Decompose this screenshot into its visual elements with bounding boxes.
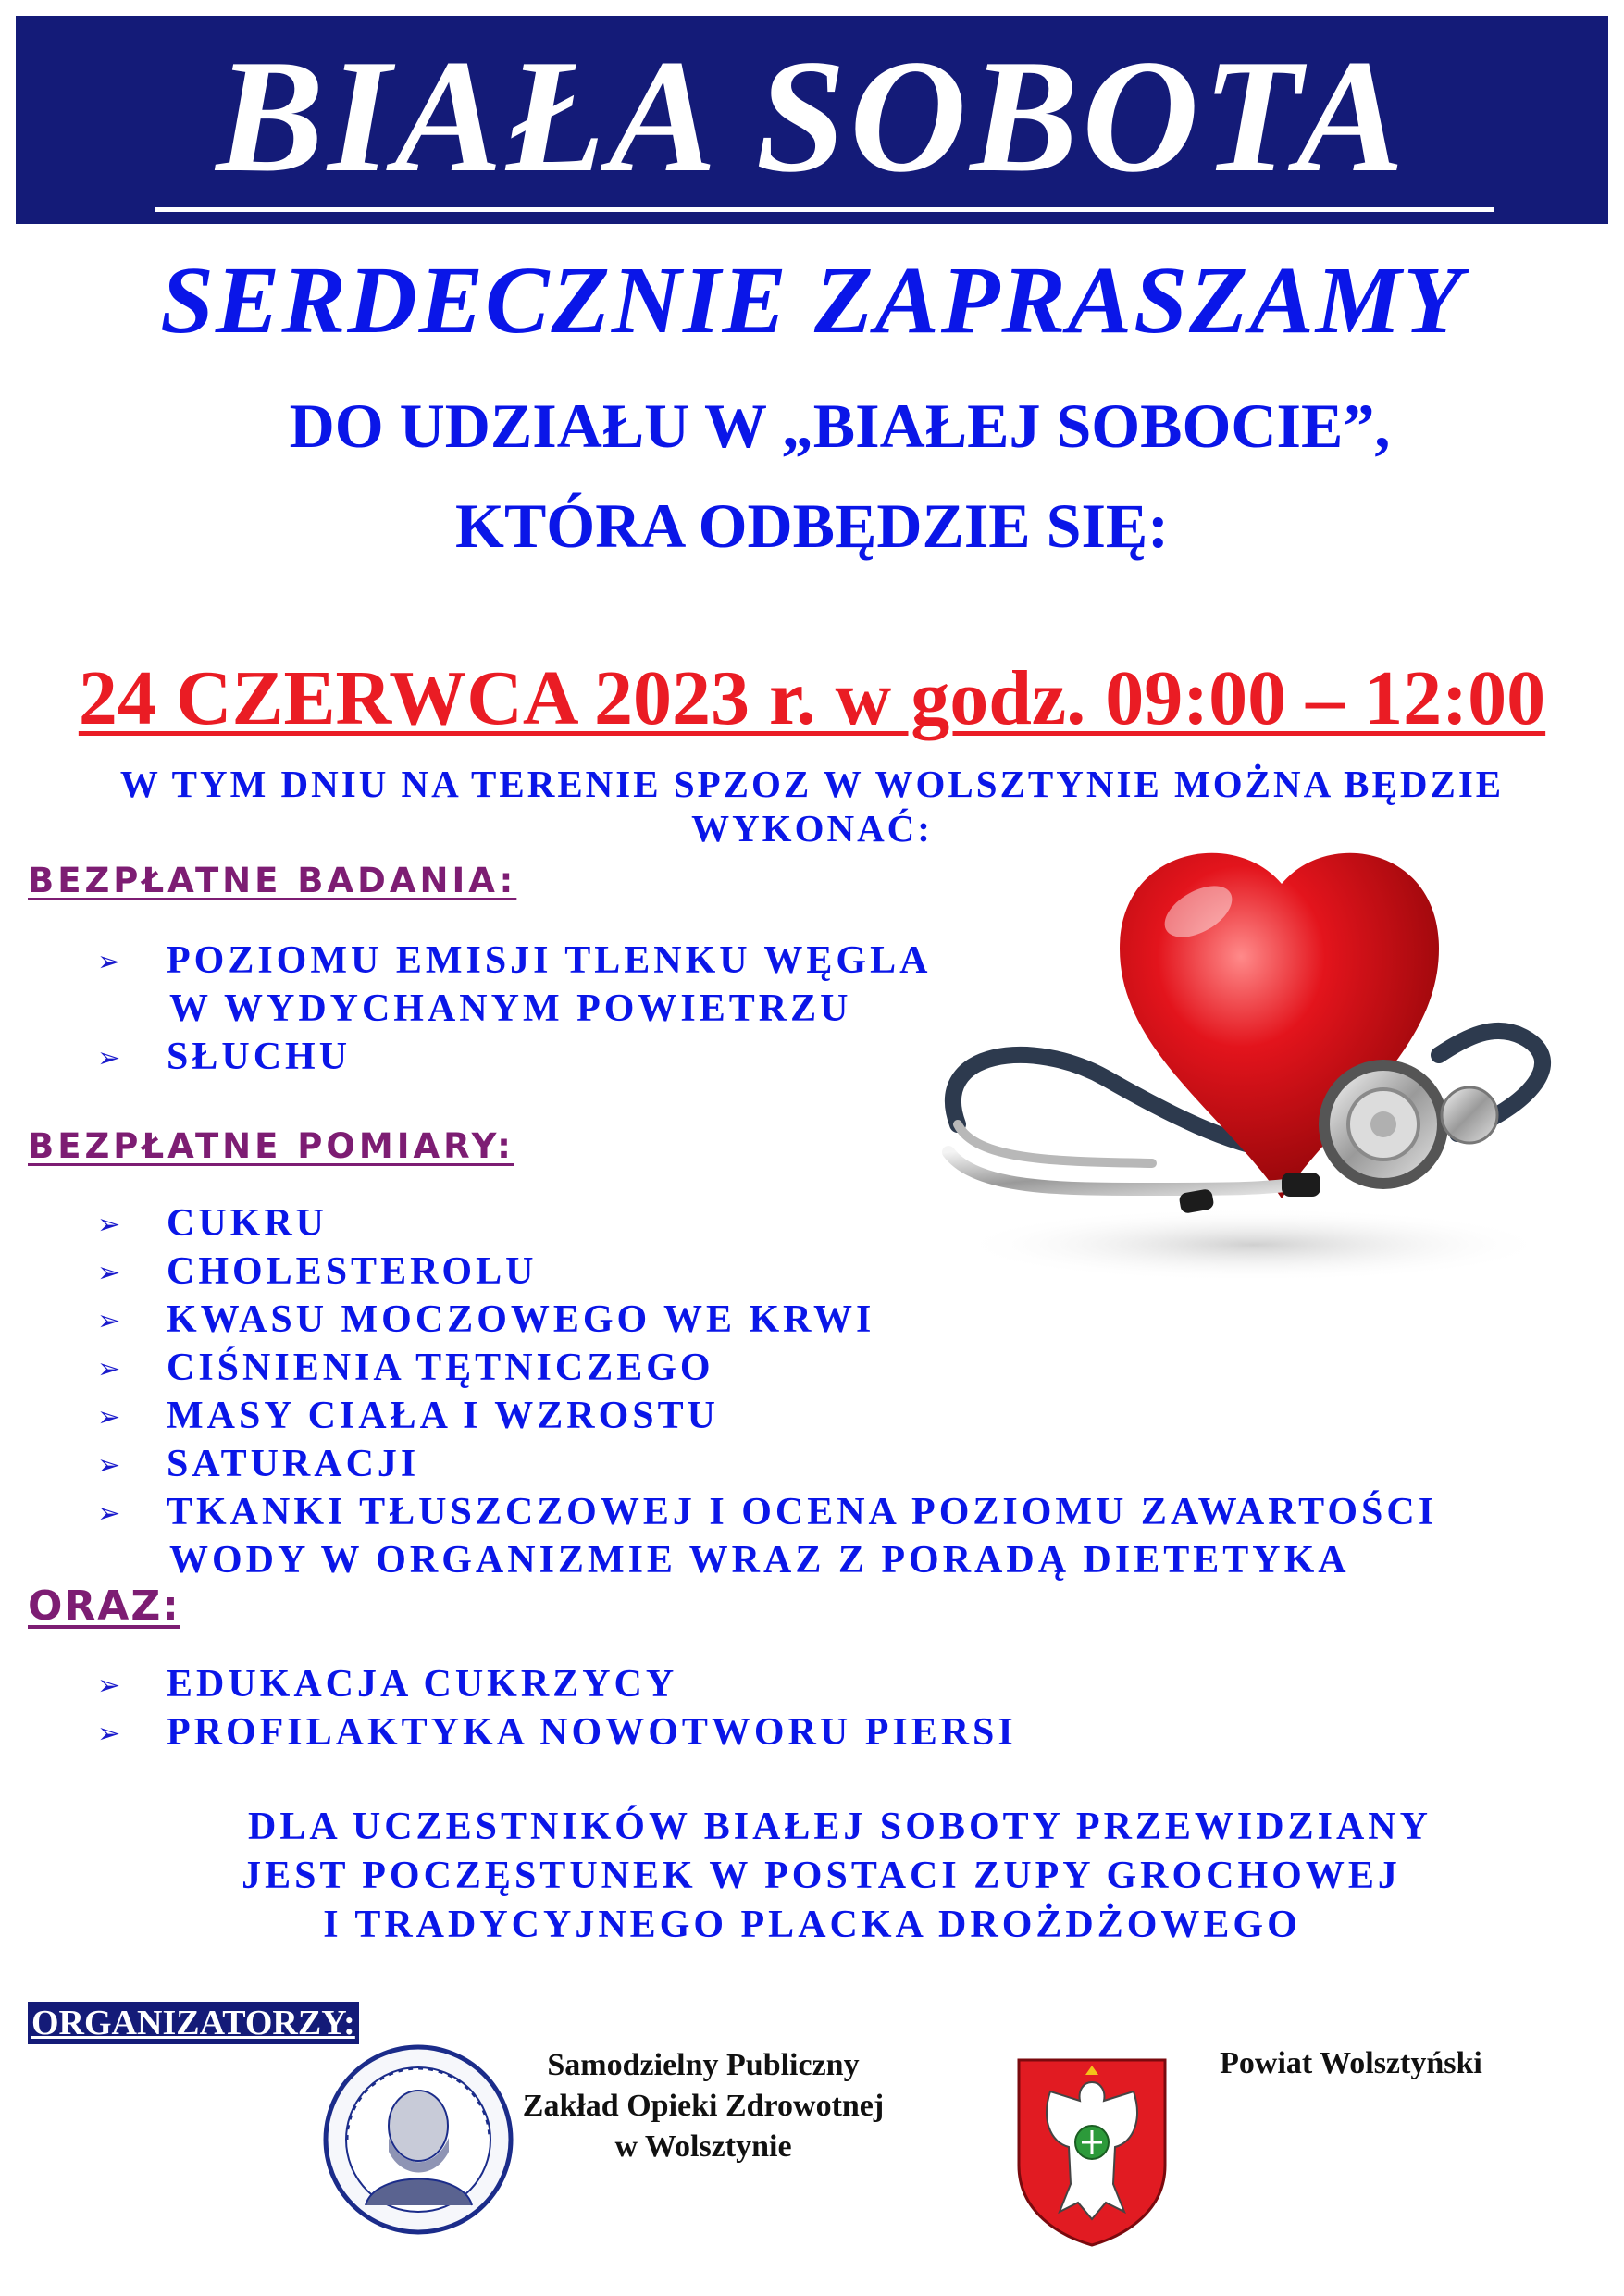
invitation-line-2: KTÓRA ODBĘDZIE SIĘ: bbox=[455, 490, 1169, 561]
event-date: 24 CZERWCA 2023 r. w godz. 09:00 – 12:00 bbox=[78, 655, 1546, 741]
arrow-bullet-icon: ➢ bbox=[97, 1257, 121, 1289]
list-item: ➢ SATURACJI bbox=[97, 1440, 419, 1490]
arrow-bullet-icon: ➢ bbox=[97, 1718, 121, 1750]
list-item: ➢ SŁUCHU bbox=[97, 1033, 351, 1083]
invitation-line-1: DO UDZIAŁU W „BIAŁEJ SOBOCIE”, bbox=[289, 391, 1391, 461]
arrow-bullet-icon: ➢ bbox=[97, 1209, 121, 1241]
list-item: ➢ MASY CIAŁA I WZROSTU bbox=[97, 1392, 719, 1442]
arrow-bullet-icon: ➢ bbox=[97, 946, 121, 978]
list-item: ➢ POZIOMU EMISJI TLENKU WĘGLA bbox=[97, 937, 931, 987]
arrow-bullet-icon: ➢ bbox=[97, 1497, 121, 1530]
org1-name bbox=[481, 2045, 925, 2167]
title-underline bbox=[155, 207, 1494, 212]
closing-line-1: DLA UCZESTNIKÓW BIAŁEJ SOBOTY PRZEWIDZIANY bbox=[248, 1806, 1432, 1848]
list-item-continuation: WODY W ORGANIZMIE WRAZ Z PORADĄ DIETETYKA bbox=[169, 1539, 1350, 1582]
section-title-also: ORAZ: bbox=[28, 1582, 180, 1630]
arrow-bullet-icon: ➢ bbox=[97, 1305, 121, 1337]
intro-line-2: WYKONAĆ: bbox=[691, 807, 933, 850]
page-title: BIAŁA SOBOTA bbox=[216, 26, 1408, 205]
section-title-measurements: BEZPŁATNE POMIARY: bbox=[28, 1126, 514, 1166]
list-item: ➢ PROFILAKTYKA NOWOTWORU PIERSI bbox=[97, 1708, 1017, 1758]
arrow-bullet-icon: ➢ bbox=[97, 1669, 121, 1702]
arrow-bullet-icon: ➢ bbox=[97, 1401, 121, 1433]
arrow-bullet-icon: ➢ bbox=[97, 1449, 121, 1482]
org1-line-3: w Wolsztynie bbox=[614, 2129, 792, 2164]
section-title-exams: BEZPŁATNE BADANIA: bbox=[28, 861, 517, 900]
list-item: ➢ CIŚNIENIA TĘTNICZEGO bbox=[97, 1344, 714, 1394]
closing-line-3: I TRADYCYJNEGO PLACKA DROŻDŻOWEGO bbox=[323, 1904, 1301, 1946]
arrow-bullet-icon: ➢ bbox=[97, 1042, 121, 1074]
heart-stethoscope-illustration bbox=[921, 838, 1605, 1300]
arrow-bullet-icon: ➢ bbox=[97, 1353, 121, 1385]
closing-line-2: JEST POCZĘSTUNEK W POSTACI ZUPY GROCHOWEJ bbox=[242, 1855, 1401, 1897]
heart-icon bbox=[921, 838, 1605, 1300]
list-item: ➢ CUKRU bbox=[97, 1199, 328, 1249]
org2-name: Powiat Wolsztyński bbox=[1220, 2046, 1482, 2080]
intro-line-1: W TYM DNIU NA TERENIE SPZOZ W WOLSZTYNIE MOŻNA BĘDZIE bbox=[119, 763, 1505, 805]
org1-line-2: Zakład Opieki Zdrowotnej bbox=[522, 2089, 885, 2123]
list-item: ➢ TKANKI TŁUSZCZOWEJ I OCENA POZIOMU ZAWARTOŚCI bbox=[97, 1488, 1437, 1538]
list-item: ➢ KWASU MOCZOWEGO WE KRWI bbox=[97, 1296, 874, 1346]
org1-line-1: Samodzielny Publiczny bbox=[547, 2048, 860, 2082]
eagle-coat-of-arms-logo bbox=[1013, 2054, 1171, 2249]
list-item: ➢ CHOLESTEROLU bbox=[97, 1247, 537, 1297]
list-item-continuation: W WYDYCHANYM POWIETRZU bbox=[169, 987, 852, 1030]
title-banner bbox=[16, 16, 1608, 224]
organizers-label: ORGANIZATORZY: bbox=[28, 2002, 359, 2044]
list-item: ➢ EDUKACJA CUKRZYCY bbox=[97, 1660, 677, 1710]
invitation-headline: SERDECZNIE ZAPRASZAMY bbox=[160, 247, 1464, 354]
